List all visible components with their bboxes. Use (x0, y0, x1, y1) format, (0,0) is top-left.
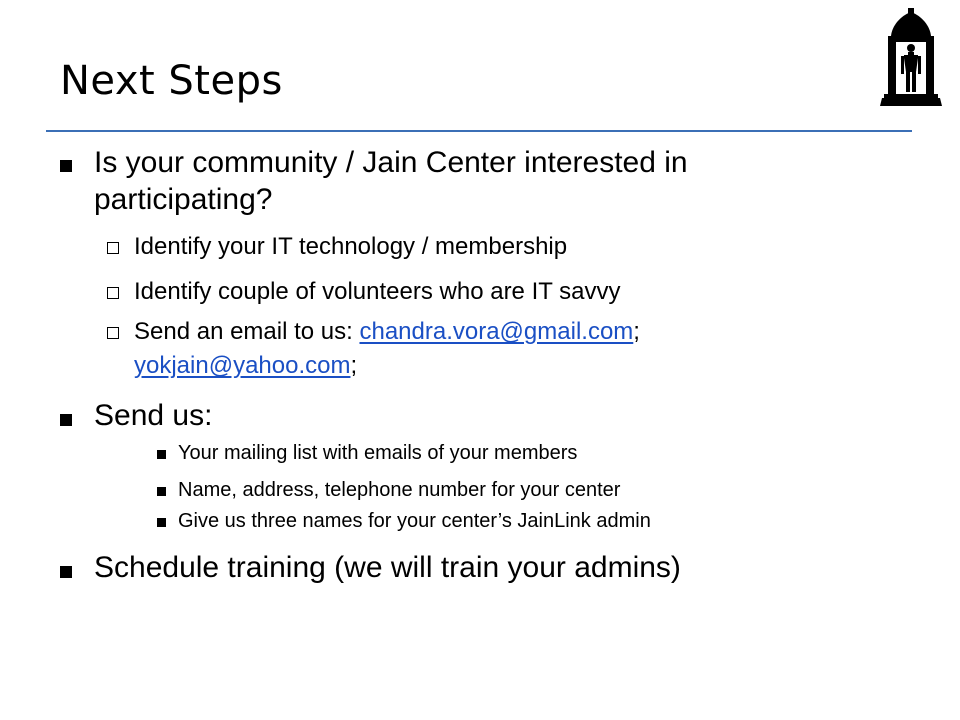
subbullet-send-email (134, 317, 640, 347)
subsubbullet-marker-1 (157, 450, 166, 459)
subsubbullet-marker-2 (157, 487, 166, 496)
subbullet-send-email-line-2 (134, 351, 357, 381)
bullet-1-line-1: Is your community / Jain Center interested in (94, 146, 688, 179)
bullet-1-line-2: participating? (94, 183, 273, 216)
send-email-prefix: Send an email to us: (134, 318, 360, 345)
subbullet-marker-3 (107, 327, 119, 339)
email-separator-1: ; (633, 318, 640, 345)
bullet-marker-2 (60, 414, 72, 426)
email-link-chandra[interactable]: chandra.vora@gmail.com (359, 318, 634, 345)
subbullet-marker-1 (107, 242, 119, 254)
item-admin-names: Give us three names for your center’s JainLink admin (178, 510, 651, 532)
email-separator-2: ; (350, 352, 358, 379)
email-link-yokjain[interactable]: yokjain@yahoo.com (134, 352, 351, 379)
bullet-schedule-training: Schedule training (we will train your admins) (94, 551, 681, 584)
bullet-marker-1 (60, 160, 72, 172)
bullet-send-us: Send us: (94, 399, 213, 432)
subbullet-identify-volunteers: Identify couple of volunteers who are IT savvy (134, 278, 621, 305)
slide-title: Next Steps (60, 58, 283, 104)
item-name-address: Name, address, telephone number for your center (178, 479, 621, 501)
item-mailing-list: Your mailing list with emails of your members (178, 442, 578, 464)
bullet-marker-3 (60, 566, 72, 578)
subbullet-identify-it: Identify your IT technology / membership (134, 233, 568, 260)
subsubbullet-marker-3 (157, 518, 166, 527)
subbullet-marker-2 (107, 287, 119, 299)
